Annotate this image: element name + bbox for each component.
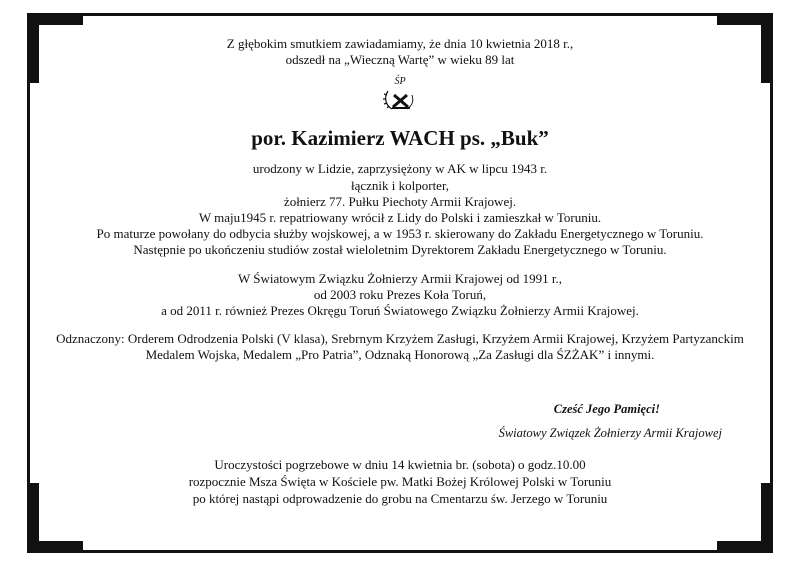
funeral-line: rozpocznie Msza Święta w Kościele pw. Matki Bożej Królowej Polski w Toruniu	[188, 474, 612, 489]
deceased-name: por. Kazimierz WACH ps. „Buk”	[251, 126, 549, 151]
emblem-sp-text: ŚP	[394, 76, 406, 88]
biography	[48, 161, 752, 258]
honor-text: Cześć Jego Pamięci!	[553, 402, 660, 416]
funeral-details	[48, 456, 752, 507]
intro-line-1: Z głębokim smutkiem zawiadamiamy, że dnia 10 kwietnia 2018 r.,	[226, 36, 574, 51]
bio-line: W maju1945 r. repatriowany wrócił z Lidy do Polski i zamieszkał w Toruniu.	[198, 210, 602, 226]
organization-line: od 2003 roku Prezes Koła Toruń,	[313, 286, 487, 302]
funeral-line: po której nastąpi odprowadzenie do grobu na Cmentarzu św. Jerzego w Toruniu	[192, 491, 608, 506]
bio-line: żołnierz 77. Pułku Piechoty Armii Krajowej.	[283, 193, 517, 209]
organization-signature: Światowy Związek Żołnierzy Armii Krajowej	[498, 426, 722, 440]
frame-corner-bottom-left-vertical	[27, 483, 39, 553]
funeral-line: Uroczystości pogrzebowe w dniu 14 kwietnia br. (sobota) o godz.10.00	[214, 457, 586, 472]
intro-text	[48, 36, 752, 68]
frame-bottom-edge	[83, 550, 717, 553]
frame-corner-top-right-vertical	[761, 13, 773, 83]
organization-line: a od 2011 r. również Prezes Okręgu Toruń Światowego Związku Żołnierzy Armii Krajowej.	[161, 303, 639, 319]
frame-top-edge	[83, 13, 717, 16]
memorial-emblem	[48, 76, 752, 113]
intro-line-2: odszedł na „Wieczną Wartę” w wieku 89 lat	[285, 52, 515, 68]
frame-corner-top-left-vertical	[27, 13, 39, 83]
decorations-line: Medalem Wojska, Medalem „Pro Patria”, Odznaką Honorową „Za Zasługi dla ŚZŻAK” i innymi.	[145, 347, 655, 363]
organization-line: W Światowym Związku Żołnierzy Armii Krajowej od 1991 r.,	[238, 270, 562, 286]
laurel-cross-icon	[380, 87, 420, 113]
notice-body	[48, 36, 752, 376]
bio-line: łącznik i kolporter,	[350, 177, 450, 193]
decorations	[48, 331, 752, 363]
organization-history	[48, 271, 752, 320]
decorations-line: Odznaczony: Orderem Odrodzenia Polski (V klasa), Srebrnym Krzyżem Zasługi, Krzyżem Armii Krajowej, Krzyżem Partyzanckim	[56, 331, 744, 347]
bio-line: Po maturze powołany do odbycia służby wojskowej, a w 1953 r. skierowany do Zakładu Energetycznego w Toruniu.	[96, 226, 704, 242]
bio-line: urodzony w Lidzie, zaprzysiężony w AK w lipcu 1943 r.	[252, 161, 548, 177]
frame-right-edge	[770, 83, 773, 483]
bio-line: Następnie po ukończeniu studiów został wieloletnim Dyrektorem Zakładu Energetycznego w Toruniu.	[133, 242, 667, 258]
frame-corner-bottom-right-vertical	[761, 483, 773, 553]
frame-left-edge	[27, 83, 30, 483]
